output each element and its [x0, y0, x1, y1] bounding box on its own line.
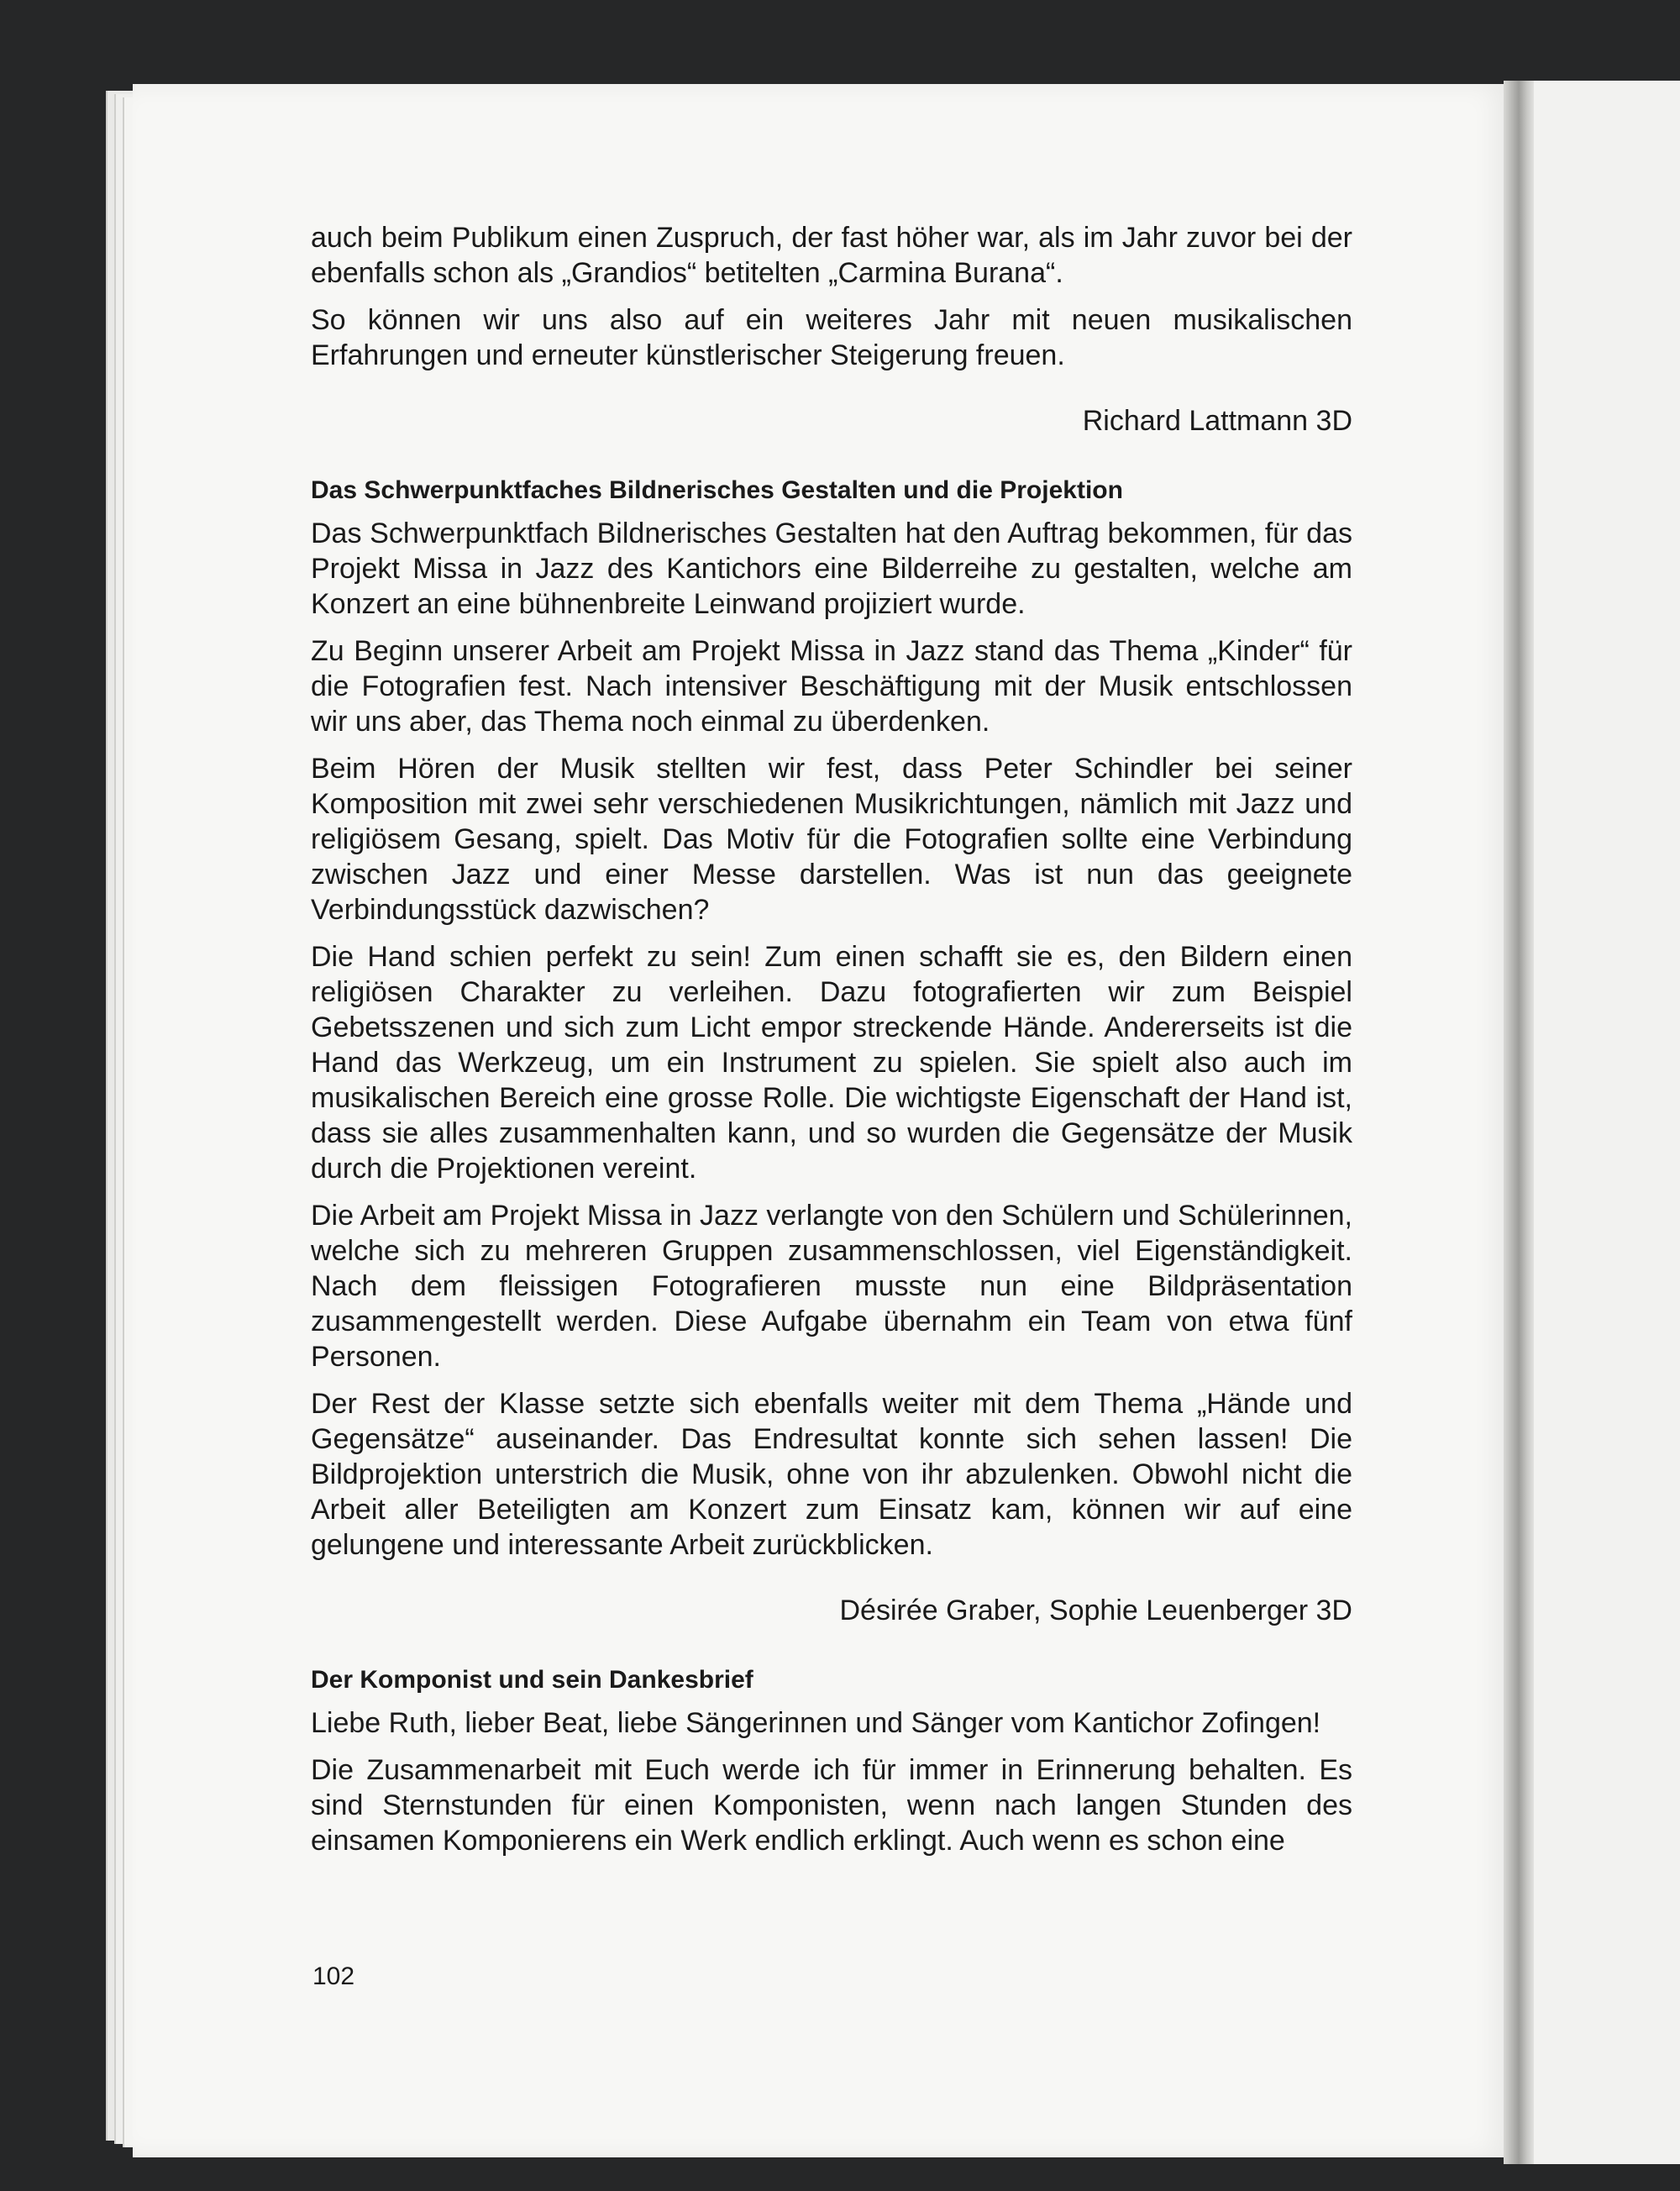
- page-number: 102: [312, 1962, 355, 1990]
- right-page-edge: [1534, 81, 1680, 2164]
- paragraph: Liebe Ruth, lieber Beat, liebe Sängerinnen und Sänger vom Kantichor Zofingen!: [311, 1707, 1321, 1739]
- paragraph: Die Zusammenarbeit mit Euch werde ich für immer in Erinnerung behalten. Es sind Sternstunden für einen Komponisten, wenn nach langen Stunden des einsamen Komponierens ein Werk endlich erklingt. Auch wenn es schon eine: [311, 1754, 1352, 1857]
- section-art-projection: [311, 474, 1352, 1628]
- paragraph: So können wir uns also auf ein weiteres Jahr mit neuen musikalischen Erfahrungen und erneuter künstlerischer Steigerung freuen.: [311, 304, 1352, 371]
- paragraph: Die Arbeit am Projekt Missa in Jazz verlangte von den Schülern und Schülerinnen, welche sich zu mehreren Gruppen zusammenschlossen, viel Eigenständigkeit. Nach dem fleissigen Fotografieren musste nun eine Bildpräsentation zusammengestellt werden. Diese Aufgabe übernahm ein Team von etwa fünf Personen.: [311, 1200, 1352, 1373]
- author-signature: Désirée Graber, Sophie Leuenberger 3D: [839, 1595, 1352, 1626]
- section-composer-letter: [311, 1663, 1352, 1858]
- paragraph: Das Schwerpunktfach Bildnerisches Gestalten hat den Auftrag bekommen, für das Projekt Missa in Jazz des Kantichors eine Bilderreihe zu gestalten, welche am Konzert an eine bühnenbreite Leinwand projiziert wurde.: [311, 518, 1352, 620]
- paragraph: Der Rest der Klasse setzte sich ebenfalls weiter mit dem Thema „Hände und Gegensätze“ auseinander. Das Endresultat konnte sich sehen lassen! Die Bildprojektion unterstrich die Musik, ohne von ihr abzulenken. Obwohl nicht die Arbeit aller Beteiligten am Konzert zum Einsatz kam, können wir auf eine gelungene und interessante Arbeit zurückblicken.: [311, 1388, 1352, 1561]
- book-gutter: [1504, 81, 1537, 2164]
- section-choir-review: [311, 220, 1352, 439]
- page-text: [311, 220, 1352, 1870]
- paragraph: auch beim Publikum einen Zuspruch, der fast höher war, als im Jahr zuvor bei der ebenfalls schon als „Grandios“ betitelten „Carmina Burana“.: [311, 222, 1352, 289]
- paragraph: Die Hand schien perfekt zu sein! Zum einen schafft sie es, den Bildern einen religiösen Charakter zu verleihen. Dazu fotografierten wir zum Beispiel Gebetsszenen und sich zum Licht empor streckende Hände. Andererseits ist die Hand das Werkzeug, um ein Instrument zu spielen. Sie spielt also auch im musikalischen Bereich eine grosse Rolle. Die wichtigste Eigenschaft der Hand ist, dass sie alles zusammenhalten kann, und so wurden die Gegensätze der Musik durch die Projektionen vereint.: [311, 941, 1352, 1185]
- section-heading: Der Komponist und sein Dankesbrief: [311, 1666, 753, 1694]
- author-signature: Richard Lattmann 3D: [1082, 405, 1352, 437]
- section-heading: Das Schwerpunktfaches Bildnerisches Gestalten und die Projektion: [311, 476, 1123, 504]
- paragraph: Zu Beginn unserer Arbeit am Projekt Missa in Jazz stand das Thema „Kinder“ für die Fotografien fest. Nach intensiver Beschäftigung mit der Musik entschlossen wir uns aber, das Thema noch einmal zu überdenken.: [311, 635, 1352, 738]
- paragraph: Beim Hören der Musik stellten wir fest, dass Peter Schindler bei seiner Komposition mit zwei sehr verschiedenen Musikrichtungen, nämlich mit Jazz und religiösem Gesang, spielt. Das Motiv für die Fotografien sollte eine Verbindung zwischen Jazz und einer Messe darstellen. Was ist nun das geeignete Verbindungsstück dazwischen?: [311, 753, 1352, 926]
